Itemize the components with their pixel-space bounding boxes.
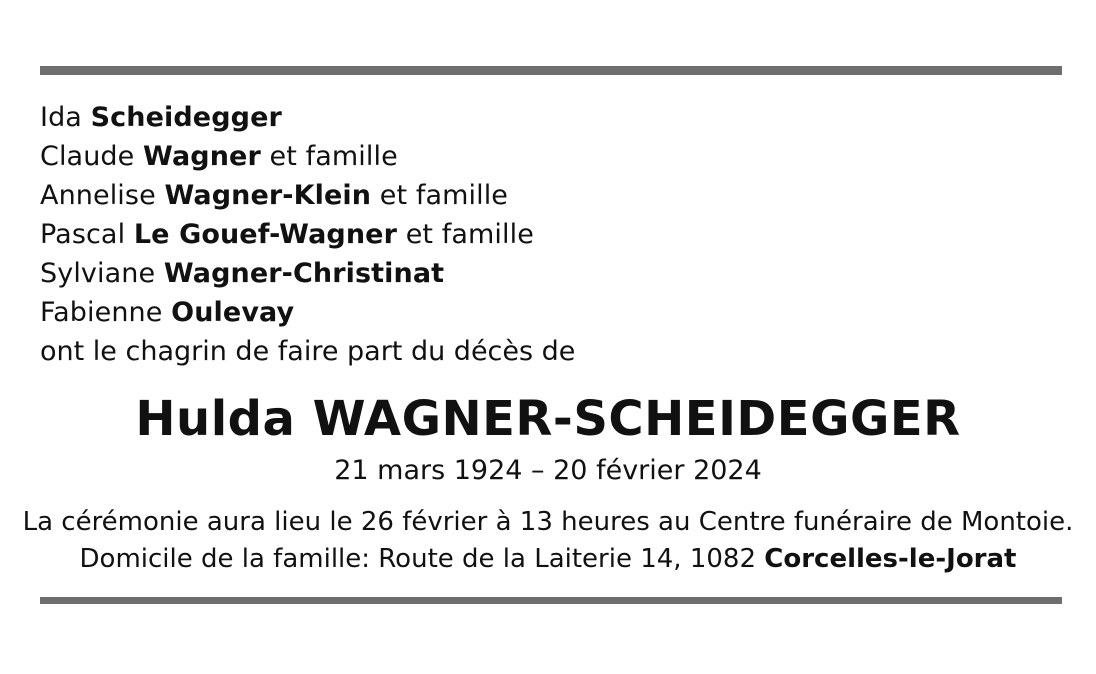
deceased-name: Hulda WAGNER-SCHEIDEGGER xyxy=(135,391,961,447)
mourner-first-name: Pascal xyxy=(40,219,134,250)
mourner-last-name: Le Gouef-Wagner xyxy=(133,219,398,250)
address-locality: Corcelles-le-Jorat xyxy=(764,544,1017,574)
list-item xyxy=(40,137,1040,176)
list-item xyxy=(40,176,1040,215)
mourner-first-name: Sylviane xyxy=(40,258,164,289)
mourner-last-name: Wagner-Klein xyxy=(164,180,372,211)
mourner-first-name: Fabienne xyxy=(40,297,172,328)
mourner-first-name: Claude xyxy=(40,141,144,172)
mourner-first-name: Ida xyxy=(40,102,91,133)
mourner-suffix: et famille xyxy=(371,180,509,211)
life-dates: 21 mars 1924 – 20 février 2024 xyxy=(334,455,762,486)
list-item xyxy=(40,215,1040,254)
mourner-suffix: et famille xyxy=(260,141,398,172)
family-address xyxy=(0,541,1096,578)
mourner-last-name: Scheidegger xyxy=(90,102,282,133)
announcement-text: ont le chagrin de faire part du décès de xyxy=(40,336,576,367)
mourner-last-name: Wagner-Christinat xyxy=(163,258,445,289)
mourner-last-name: Wagner xyxy=(143,141,261,172)
ceremony-details: La cérémonie aura lieu le 26 février à 13 heures au Centre funéraire de Montoie. xyxy=(22,507,1074,537)
mourners-list xyxy=(40,98,1040,371)
address-label: Domicile de la famille: Route de la Laiterie 14, 1082 xyxy=(79,544,765,574)
mourner-first-name: Annelise xyxy=(40,180,165,211)
list-item xyxy=(40,98,1040,137)
list-item xyxy=(40,254,1040,293)
top-divider xyxy=(40,66,1062,75)
mourner-suffix: et famille xyxy=(397,219,534,250)
mourner-last-name: Oulevay xyxy=(171,297,295,328)
bottom-divider xyxy=(40,597,1062,604)
list-item xyxy=(40,293,1040,332)
